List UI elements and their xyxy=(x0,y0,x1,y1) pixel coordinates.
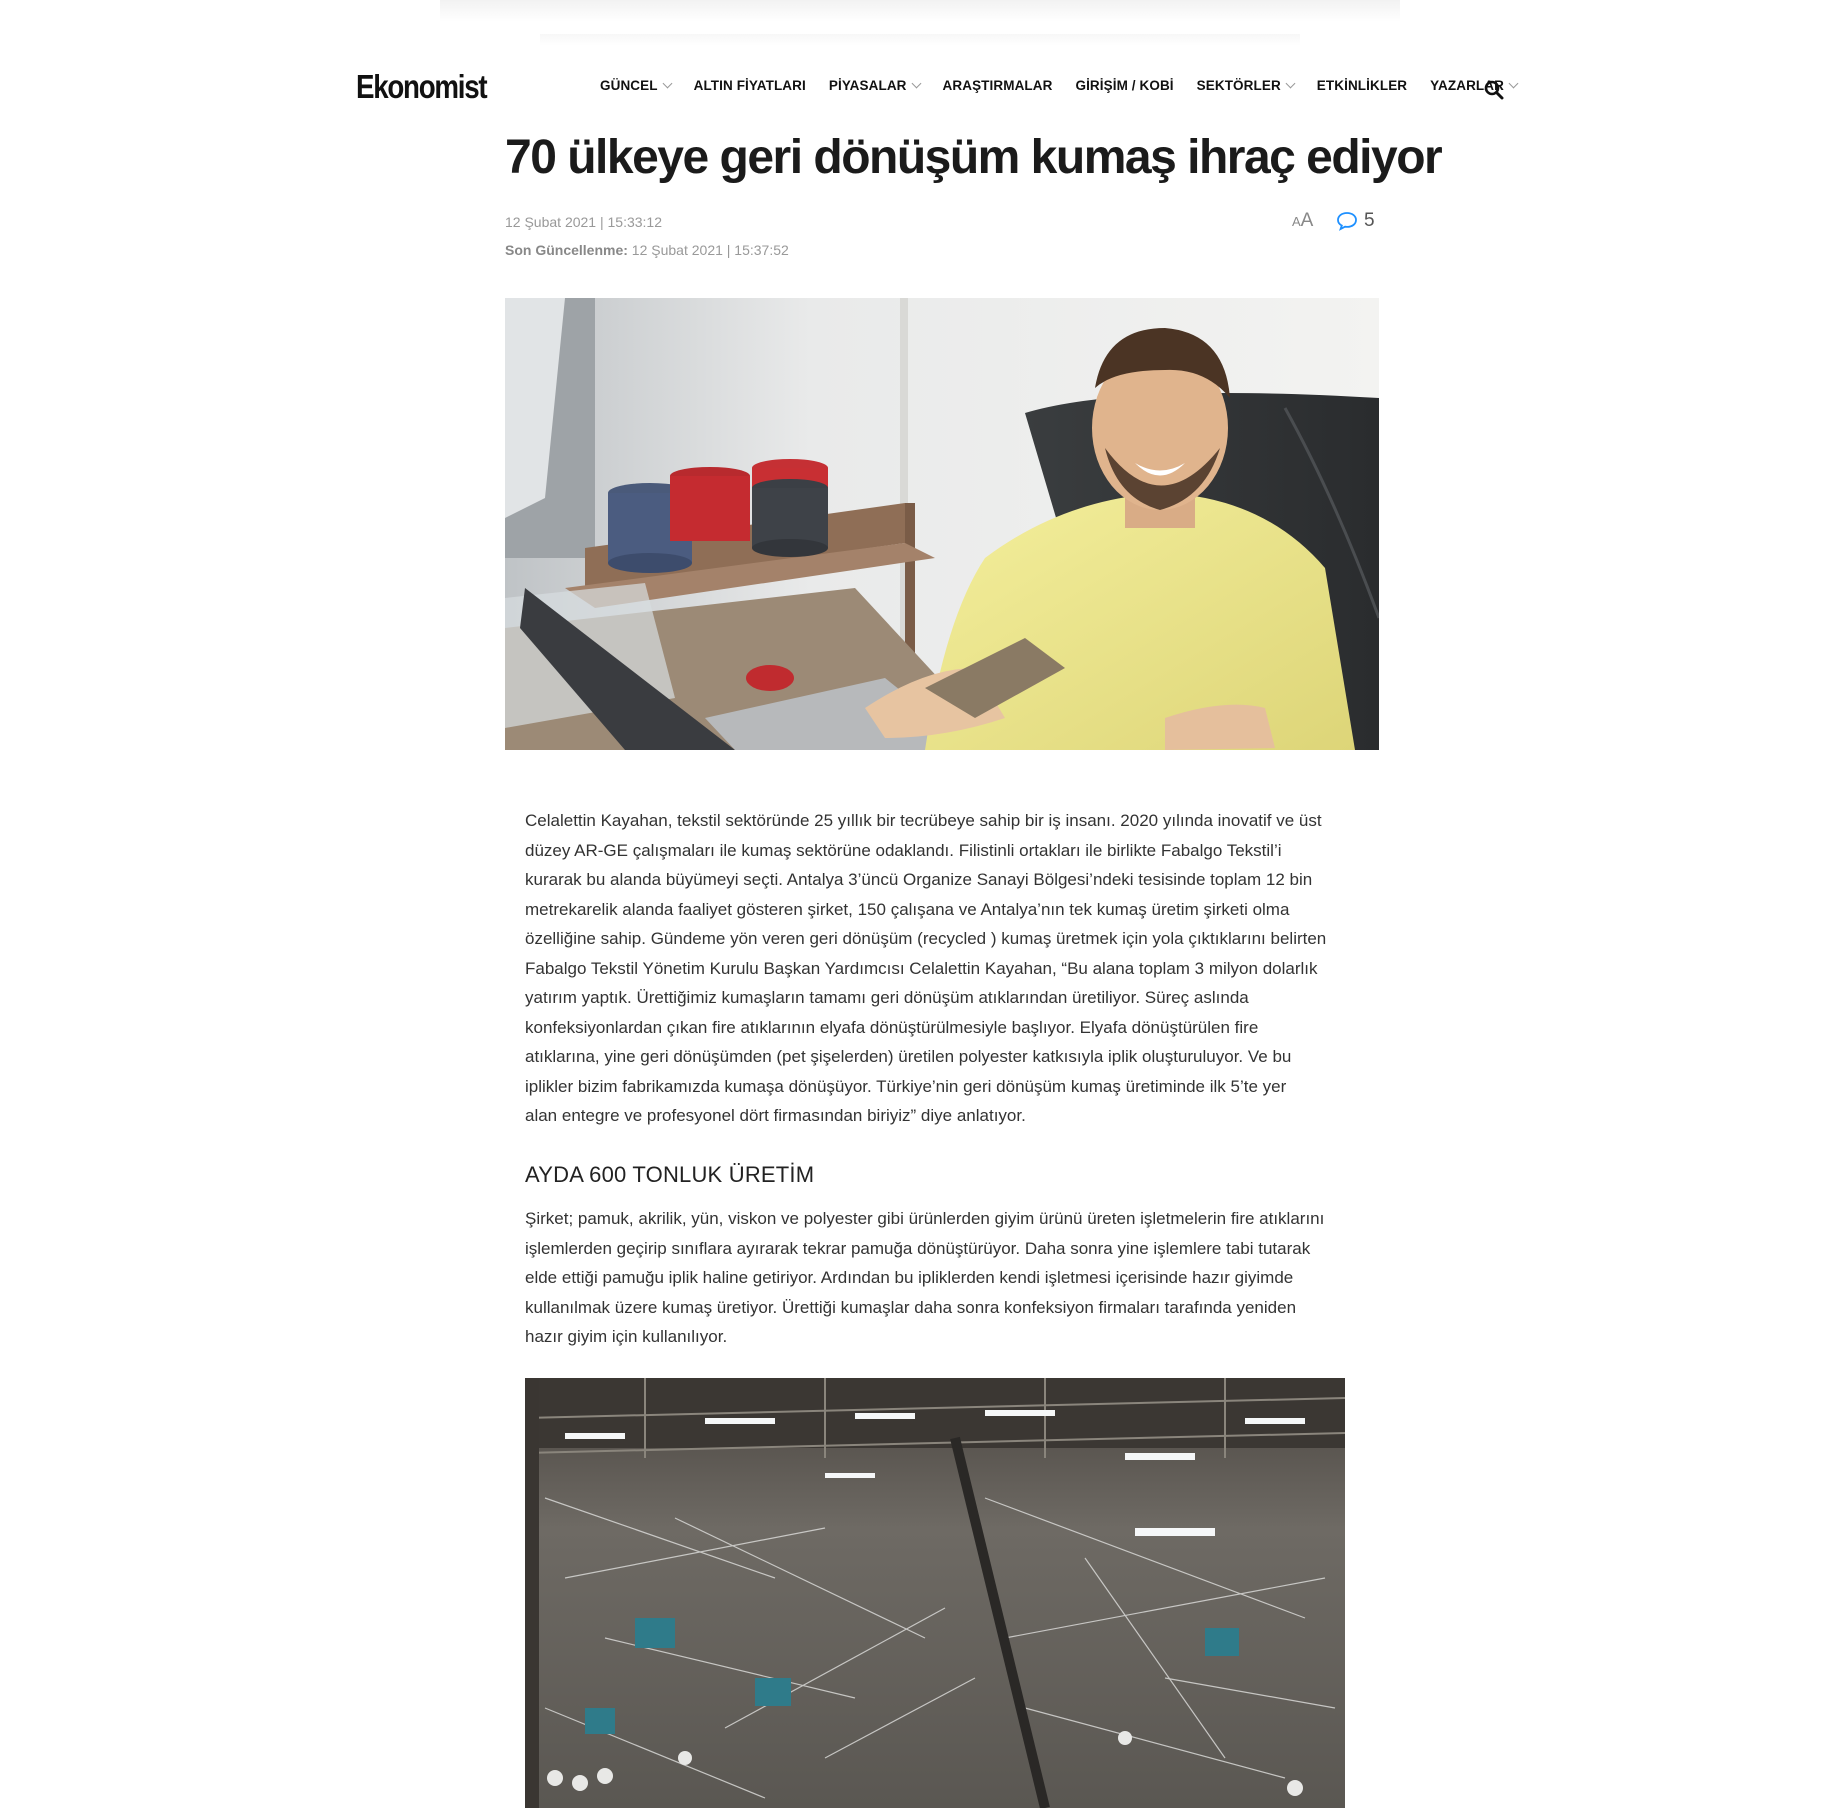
main-nav xyxy=(600,78,1540,93)
paragraph-line: düzey AR-GE çalışmaları ile kumaş sektörüne odaklandı. Filistinli ortakları ile birlikte Fabalgo Tekstil’i xyxy=(525,840,1282,860)
nav-label: ARAŞTIRMALAR xyxy=(942,78,1053,93)
site-logo[interactable]: Ekonomist xyxy=(356,68,487,105)
article-paragraph xyxy=(525,806,1357,1131)
updated-date xyxy=(505,242,789,258)
hero-image xyxy=(505,298,1379,750)
paragraph-line: yatırım yaptık. Ürettiğimiz kumaşların tamamı geri dönüşüm atıklarından üretiliyor. Süreç aslında xyxy=(525,988,1249,1007)
article-title: 70 ülkeye geri dönüşüm kumaş ihraç ediyor xyxy=(505,131,1442,184)
comments-link[interactable] xyxy=(1336,210,1375,232)
publish-date: 12 Şubat 2021 | 15:33:12 xyxy=(505,214,662,230)
chevron-down-icon xyxy=(1509,79,1519,89)
font-large-icon: A xyxy=(1300,210,1314,231)
paragraph-line: Şirket; pamuk, akrilik, yün, viskon ve polyester gibi ürünlerden giyim ürünü üreten işletmelerin fire atıklarını xyxy=(525,1209,1325,1228)
factory-image xyxy=(525,1378,1345,1808)
nav-label: GÜNCEL xyxy=(600,78,658,93)
nav-label: ETKİNLİKLER xyxy=(1316,78,1408,93)
updated-label: Son Güncellenme: xyxy=(505,242,628,258)
paragraph-line: konfeksiyonlardan çıkan fire atıklarının elyafa dönüştürülmesiyle başlıyor. Elyafa dönüştürülen fire xyxy=(525,1017,1259,1037)
paragraph-line: kullanılmak üzere kumaş üretiyor. Ürettiği kumaşlar daha sonra konfeksiyon firmaları tarafında yeniden xyxy=(525,1297,1297,1317)
paragraph-line: kurarak bu alanda büyümeyi seçti. Antalya 3’üncü Organize Sanayi Bölgesi’ndeki tesisinde toplam 12 bin xyxy=(525,870,1313,889)
font-small-icon: A xyxy=(1292,214,1301,229)
nav-label: YAZARLAR xyxy=(1430,78,1504,93)
article-paragraph xyxy=(525,1204,1357,1352)
chevron-down-icon xyxy=(662,79,672,89)
hero-photo xyxy=(505,298,1379,750)
paragraph-line: metrekarelik alanda faaliyet gösteren şirket, 150 çalışana ve Antalya’nın tek kumaş üretim şirketi olma xyxy=(525,899,1290,919)
updated-value: 12 Şubat 2021 | 15:37:52 xyxy=(627,242,789,258)
font-size-toggle[interactable] xyxy=(1292,210,1313,232)
paragraph-line: Fabalgo Tekstil Yönetim Kurulu Başkan Yardımcısı Celalettin Kayahan, “Bu alana toplam 3 milyon dolarlık xyxy=(525,958,1318,978)
paragraph-line: Celalettin Kayahan, tekstil sektöründe 25 yıllık bir tecrübeye sahip bir iş insanı. 2020 yılında inovatif ve üst xyxy=(525,811,1322,830)
paragraph-line: hazır giyim için kullanılıyor. xyxy=(525,1327,728,1346)
factory-photo xyxy=(525,1378,1345,1808)
nav-label: GİRİŞİM / KOBİ xyxy=(1075,78,1174,93)
nav-item-sektorler[interactable] xyxy=(1197,78,1294,93)
paragraph-line: özelliğine sahip. Gündeme yön veren geri dönüşüm (recycled ) kumaş üretmek için yola çıktıklarını belirten xyxy=(525,929,1327,948)
paragraph-line: atıklarına, yine geri dönüşümden (pet şişelerden) üretilen polyester katkısıyla iplik oluşturuluyor. Ve bu xyxy=(525,1047,1292,1066)
nav-item-altin-fiyatlari[interactable] xyxy=(694,78,806,93)
paragraph-line: alan entegre ve profesyonel dört firmasından biriyiz” diye anlatıyor. xyxy=(525,1106,1026,1125)
paragraph-line: elde ettiği pamuğu iplik haline getiriyor. Ardından bu ipliklerden kendi işletmesi içerisinde hazır giyimde xyxy=(525,1268,1294,1287)
search-button[interactable] xyxy=(1484,80,1504,100)
top-ad-strip xyxy=(440,0,1400,22)
nav-item-piyasalar[interactable] xyxy=(829,78,920,93)
paragraph-line: işlemlerden geçirip sınıflara ayırarak tekrar pamuğa dönüştürüyor. Daha sonra yine işlemlere tabi tutarak xyxy=(525,1238,1311,1258)
section-heading: AYDA 600 TONLUK ÜRETİM xyxy=(525,1162,815,1187)
comment-count: 5 xyxy=(1364,210,1375,231)
nav-item-arastirmalar[interactable] xyxy=(943,78,1053,93)
nav-item-guncel[interactable] xyxy=(600,78,671,93)
top-ad-strip-shadow xyxy=(540,34,1300,46)
nav-label: PİYASALAR xyxy=(828,78,907,93)
nav-item-girisim-kobi[interactable] xyxy=(1075,78,1173,93)
nav-label: SEKTÖRLER xyxy=(1196,78,1281,93)
comment-icon xyxy=(1336,211,1358,231)
nav-item-etkinlikler[interactable] xyxy=(1317,78,1407,93)
nav-label: ALTIN FİYATLARI xyxy=(693,78,806,93)
paragraph-line: iplikler bizim fabrikamızda kumaşa dönüşüyor. Türkiye’nin geri dönüşüm kumaş üretiminde ilk 5’te yer xyxy=(525,1076,1287,1096)
chevron-down-icon xyxy=(1285,79,1295,89)
search-icon xyxy=(1484,80,1504,100)
chevron-down-icon xyxy=(911,79,921,89)
